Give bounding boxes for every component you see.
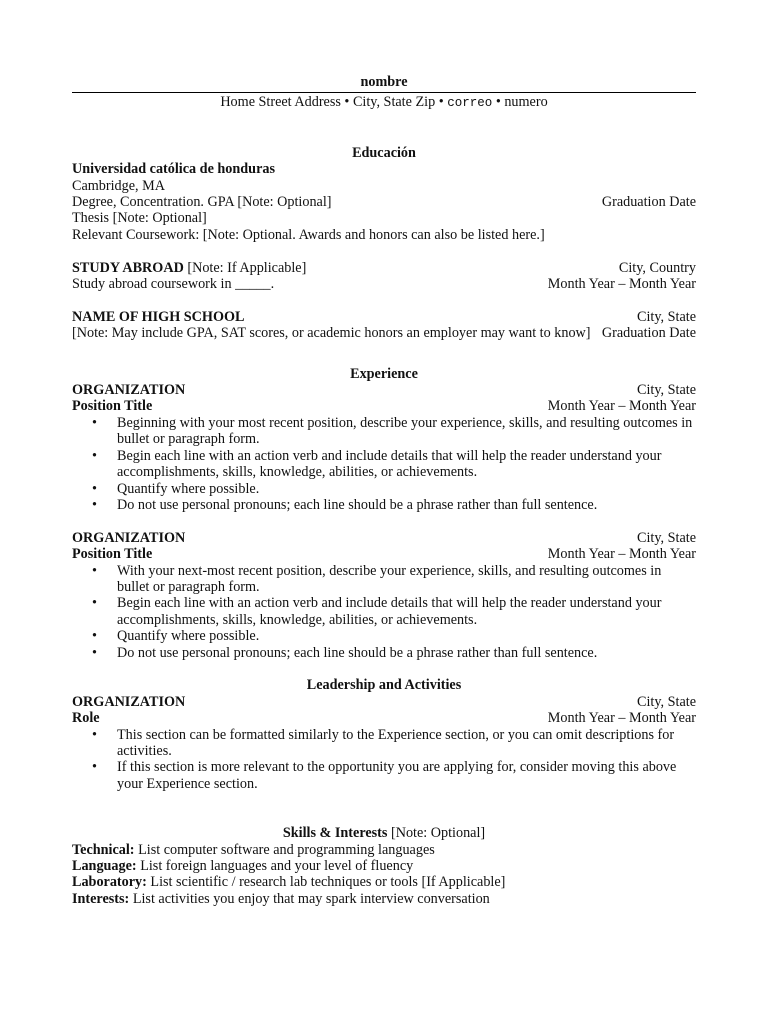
skill-label: Interests: bbox=[72, 890, 130, 907]
study-abroad-coursework: Study abroad coursework in _____. bbox=[72, 276, 275, 293]
skill-line bbox=[72, 874, 696, 890]
high-school-location: City, State bbox=[637, 308, 696, 325]
study-abroad-location: City, Country bbox=[618, 259, 696, 276]
bullet-text: Quantify where possible. bbox=[117, 480, 260, 497]
role-row bbox=[72, 710, 696, 726]
contact-prefix: Home Street Address • City, State Zip • bbox=[220, 94, 448, 111]
org-location: City, State bbox=[637, 693, 696, 710]
resume-content bbox=[72, 74, 696, 907]
bullet-text: Beginning with your most recent position, describe your experience, skills, and resulting outcomes in bullet or paragraph form. bbox=[117, 414, 693, 448]
role-dates: Month Year – Month Year bbox=[547, 710, 696, 727]
org-row bbox=[72, 530, 696, 546]
org-name: ORGANIZATION bbox=[72, 693, 186, 710]
bullet-text: If this section is more relevant to the opportunity you are applying for, consider moving this above your Experience section. bbox=[117, 759, 677, 792]
skill-label: Language: bbox=[72, 858, 137, 874]
study-abroad-detail-row bbox=[72, 276, 696, 292]
list-item bbox=[72, 628, 696, 644]
school-name: Universidad católica de honduras bbox=[72, 161, 275, 178]
bullet-text: Do not use personal pronouns; each line should be a phrase rather than full sentence. bbox=[117, 644, 598, 661]
coursework-text: Relevant Coursework: [Note: Optional. Awards and honors can also be listed here.] bbox=[72, 226, 545, 243]
position-dates: Month Year – Month Year bbox=[547, 546, 696, 563]
org-row bbox=[72, 694, 696, 710]
contact-email: correo bbox=[447, 96, 493, 111]
bullet-text: Quantify where possible. bbox=[117, 628, 260, 645]
org-location: City, State bbox=[637, 529, 696, 546]
skills-title-note: [Note: Optional] bbox=[387, 825, 486, 842]
bullet-icon: • bbox=[92, 480, 97, 497]
study-abroad-title bbox=[72, 260, 306, 276]
bullet-text: Do not use personal pronouns; each line should be a phrase rather than full sentence. bbox=[117, 496, 598, 513]
bullet-list bbox=[72, 563, 696, 661]
bullet-icon: • bbox=[92, 595, 97, 612]
skill-text: List computer software and programming languages bbox=[134, 841, 435, 858]
position-title: Position Title bbox=[72, 398, 153, 415]
skills-title: Skills & Interests bbox=[282, 825, 388, 842]
bullet-icon: • bbox=[92, 414, 97, 431]
header-divider bbox=[72, 92, 696, 93]
list-item bbox=[72, 481, 696, 497]
education-heading: Educación bbox=[352, 144, 416, 161]
list-item bbox=[72, 727, 696, 760]
bullet-text: Begin each line with an action verb and include details that will help the reader understand your accomplishments, skills, knowledge, abilities, or achievements. bbox=[117, 595, 662, 628]
position-dates: Month Year – Month Year bbox=[547, 398, 696, 415]
high-school-name: NAME OF HIGH SCHOOL bbox=[72, 308, 245, 325]
study-abroad-dates: Month Year – Month Year bbox=[547, 276, 696, 293]
thesis-text: Thesis [Note: Optional] bbox=[72, 210, 207, 227]
skills-heading bbox=[72, 825, 696, 841]
degree-row bbox=[72, 194, 696, 210]
list-item bbox=[72, 563, 696, 596]
high-school-graduation: Graduation Date bbox=[601, 325, 696, 342]
list-item bbox=[72, 497, 696, 513]
study-abroad-note: [Note: If Applicable] bbox=[183, 259, 307, 276]
skill-text: List activities you enjoy that may spark interview conversation bbox=[129, 890, 490, 907]
bullet-text: Begin each line with an action verb and include details that will help the reader understand your accomplishments, skills, knowledge, abilities, or achievements. bbox=[117, 447, 662, 481]
list-item bbox=[72, 645, 696, 661]
position-row bbox=[72, 398, 696, 414]
bullet-icon: • bbox=[92, 759, 97, 776]
graduation-date: Graduation Date bbox=[601, 194, 696, 211]
school-location: Cambridge, MA bbox=[72, 177, 165, 194]
skill-label: Laboratory: bbox=[72, 874, 147, 891]
experience-entry bbox=[72, 530, 696, 661]
position-title: Position Title bbox=[72, 546, 153, 563]
bullet-icon: • bbox=[92, 562, 97, 579]
degree-text: Degree, Concentration. GPA [Note: Optional] bbox=[72, 194, 332, 211]
bullet-list bbox=[72, 727, 696, 793]
list-item bbox=[72, 759, 696, 792]
high-school-row bbox=[72, 309, 696, 325]
position-row bbox=[72, 546, 696, 562]
bullet-icon: • bbox=[92, 628, 97, 645]
high-school-detail-row bbox=[72, 325, 696, 341]
org-row bbox=[72, 382, 696, 398]
bullet-icon: • bbox=[92, 496, 97, 513]
role-title: Role bbox=[72, 710, 100, 727]
bullet-icon: • bbox=[92, 644, 97, 661]
bullet-list bbox=[72, 415, 696, 513]
bullet-icon: • bbox=[92, 447, 97, 464]
high-school-note: [Note: May include GPA, SAT scores, or academic honors an employer may want to know] bbox=[72, 325, 591, 342]
skill-text: List scientific / research lab techniques or tools [If Applicable] bbox=[146, 874, 506, 891]
study-abroad-row bbox=[72, 260, 696, 276]
list-item bbox=[72, 415, 696, 448]
bullet-text: This section can be formatted similarly to the Experience section, or you can omit descriptions for activities. bbox=[117, 726, 675, 759]
list-item bbox=[72, 448, 696, 481]
org-location: City, State bbox=[637, 382, 696, 399]
study-abroad-label: STUDY ABROAD bbox=[72, 259, 184, 276]
skill-label: Technical: bbox=[72, 841, 135, 858]
skill-line bbox=[72, 858, 696, 874]
skill-text: List foreign languages and your level of fluency bbox=[136, 858, 414, 874]
bullet-text: With your next-most recent position, describe your experience, skills, and resulting outcomes in bullet or paragraph form. bbox=[117, 562, 662, 595]
contact-line bbox=[72, 94, 696, 111]
resume-name: nombre bbox=[360, 74, 408, 90]
skill-line bbox=[72, 842, 696, 858]
experience-heading: Experience bbox=[350, 365, 418, 382]
bullet-icon: • bbox=[92, 726, 97, 743]
experience-entry bbox=[72, 382, 696, 513]
contact-suffix: • numero bbox=[492, 94, 548, 111]
org-name: ORGANIZATION bbox=[72, 382, 186, 399]
skill-line bbox=[72, 891, 696, 907]
leadership-heading: Leadership and Activities bbox=[306, 677, 462, 694]
org-name: ORGANIZATION bbox=[72, 529, 186, 546]
list-item bbox=[72, 595, 696, 628]
